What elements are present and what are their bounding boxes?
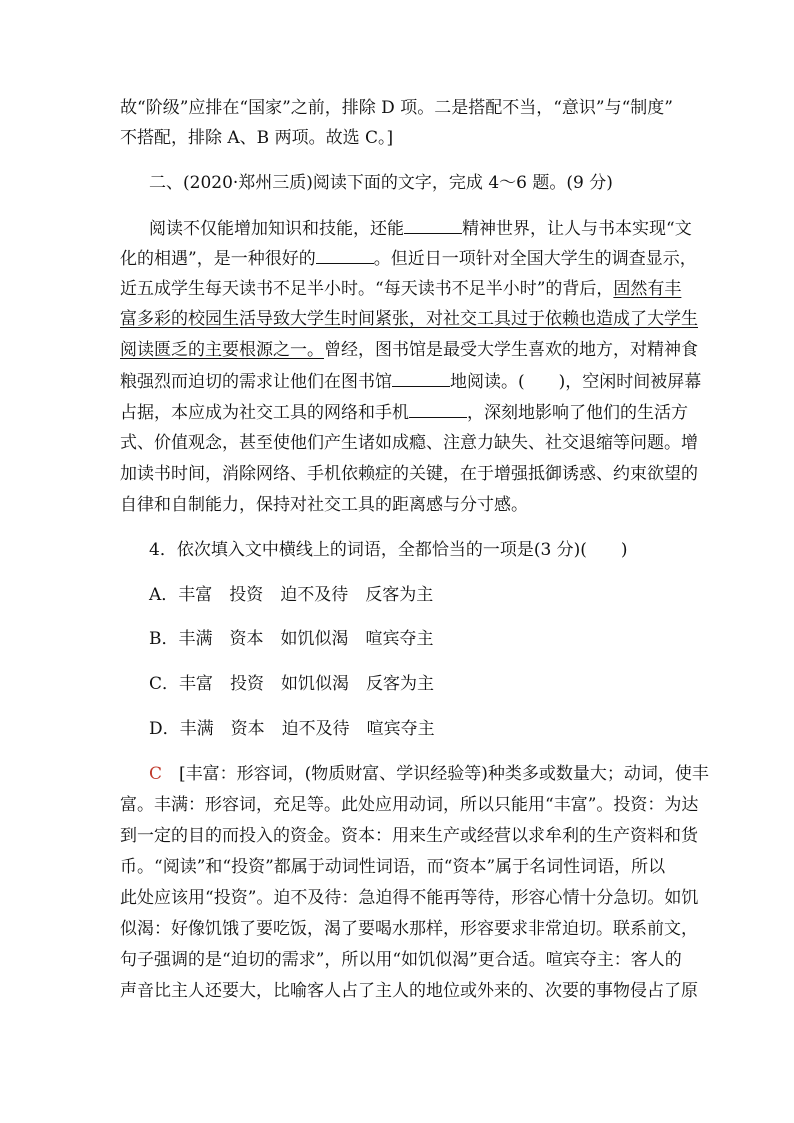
option-d: D．丰满 资本 迫不及待 喧宾夺主	[149, 719, 435, 739]
passage-line-10: 自律和自制能力，保持对社交工具的距离感与分寸感。	[120, 495, 528, 515]
passage-line-6	[120, 373, 701, 391]
option-c: C．丰富 投资 如饥似渴 反客为主	[149, 674, 435, 694]
answer-line-3: 到一定的目的而投入的资金。资本：用来生产或经营以求牟利的生产资料和货	[120, 826, 698, 846]
passage-text: 粮强烈而迫切的需求让他们在图书馆	[120, 372, 392, 392]
passage-text: 占据，本应成为社交工具的网络和手机	[120, 403, 409, 423]
fill-blank-1	[404, 220, 462, 234]
answer-line-4: 币。“阅读”和“投资”都属于动词性词语，而“资本”属于名词性词语，所以	[120, 857, 666, 877]
answer-letter: C	[149, 764, 163, 784]
underlined-sentence: 阅读匮乏的主要根源之一。	[120, 340, 324, 360]
passage-line-1	[149, 220, 692, 238]
answer-text: [丰富：形容词，(物质财富、学识经验等)种类多或数量大；动词，使丰	[179, 764, 709, 784]
underlined-sentence: 固然有丰	[613, 279, 682, 299]
passage-line-9: 加读书时间，消除网络、手机依赖症的关键，在于增强抵御诱惑、约束欲望的	[120, 464, 698, 484]
passage-line-7	[120, 404, 688, 422]
intro-line-2: 不搭配，排除 A、B 两项。故选 C。]	[120, 128, 394, 148]
answer-line-6: 似渴：好像饥饿了要吃饭，渴了要喝水那样，形容要求非常迫切。联系前文，	[120, 919, 698, 939]
fill-blank-4	[409, 404, 467, 418]
passage-text: 。但近日一项针对全国大学生的调查显示，	[373, 249, 697, 269]
section-heading: 二、(2020·郑州三质)阅读下面的文字，完成 4～6 题。(9 分)	[149, 173, 613, 193]
option-a: A．丰富 投资 迫不及待 反客为主	[149, 585, 434, 605]
underlined-sentence: 富多彩的校园生活导致大学生时间紧张，对社交工具过于依赖也造成了大学生	[120, 309, 698, 329]
intro-line-1: 故“阶级”应排在“国家”之前，排除 D 项。二是搭配不当，“意识”与“制度”	[120, 98, 673, 118]
passage-line-2	[120, 250, 697, 268]
answer-line-1	[149, 766, 709, 783]
passage-text: 曾经，图书馆是最受大学生喜欢的地方，对精神食	[324, 340, 698, 360]
answer-line-5: 此处应该用“投资”。迫不及待：急迫得不能再等待，形容心情十分急切。如饥	[120, 888, 699, 908]
passage-line-3	[120, 281, 681, 298]
passage-line-4	[120, 311, 698, 328]
passage-text: 近五成学生每天读书不足半小时。“每天读书不足半小时”的背后，	[120, 279, 614, 299]
passage-line-5	[120, 342, 698, 359]
fill-blank-2	[316, 250, 374, 264]
passage-line-8: 式、价值观念，甚至使他们产生诸如成瘾、注意力缺失、社交退缩等问题。增	[120, 433, 698, 453]
question-stem: 4．依次填入文中横线上的词语，全都恰当的一项是(3 分)( )	[149, 540, 628, 560]
passage-text: 精神世界，让人与书本实现“文	[462, 219, 692, 239]
answer-line-7: 句子强调的是“迫切的需求”，所以用“如饥似渴”更合适。喧宾夺主：客人的	[120, 950, 682, 970]
passage-text: ，深刻地影响了他们的生活方	[467, 403, 688, 423]
fill-blank-3	[392, 373, 450, 387]
option-b: B．丰满 资本 如饥似渴 喧宾夺主	[149, 629, 434, 649]
answer-line-8: 声音比主人还要大，比喻客人占了主人的地位或外来的、次要的事物侵占了原	[120, 981, 698, 1001]
answer-line-2: 富。丰满：形容词，充足等。此处应用动词，所以只能用“丰富”。投资：为达	[120, 795, 699, 815]
passage-text: 阅读不仅能增加知识和技能，还能	[149, 219, 404, 239]
passage-text: 化的相遇”，是一种很好的	[120, 249, 316, 269]
passage-text: 地阅读。( )，空闲时间被屏幕	[450, 372, 702, 392]
